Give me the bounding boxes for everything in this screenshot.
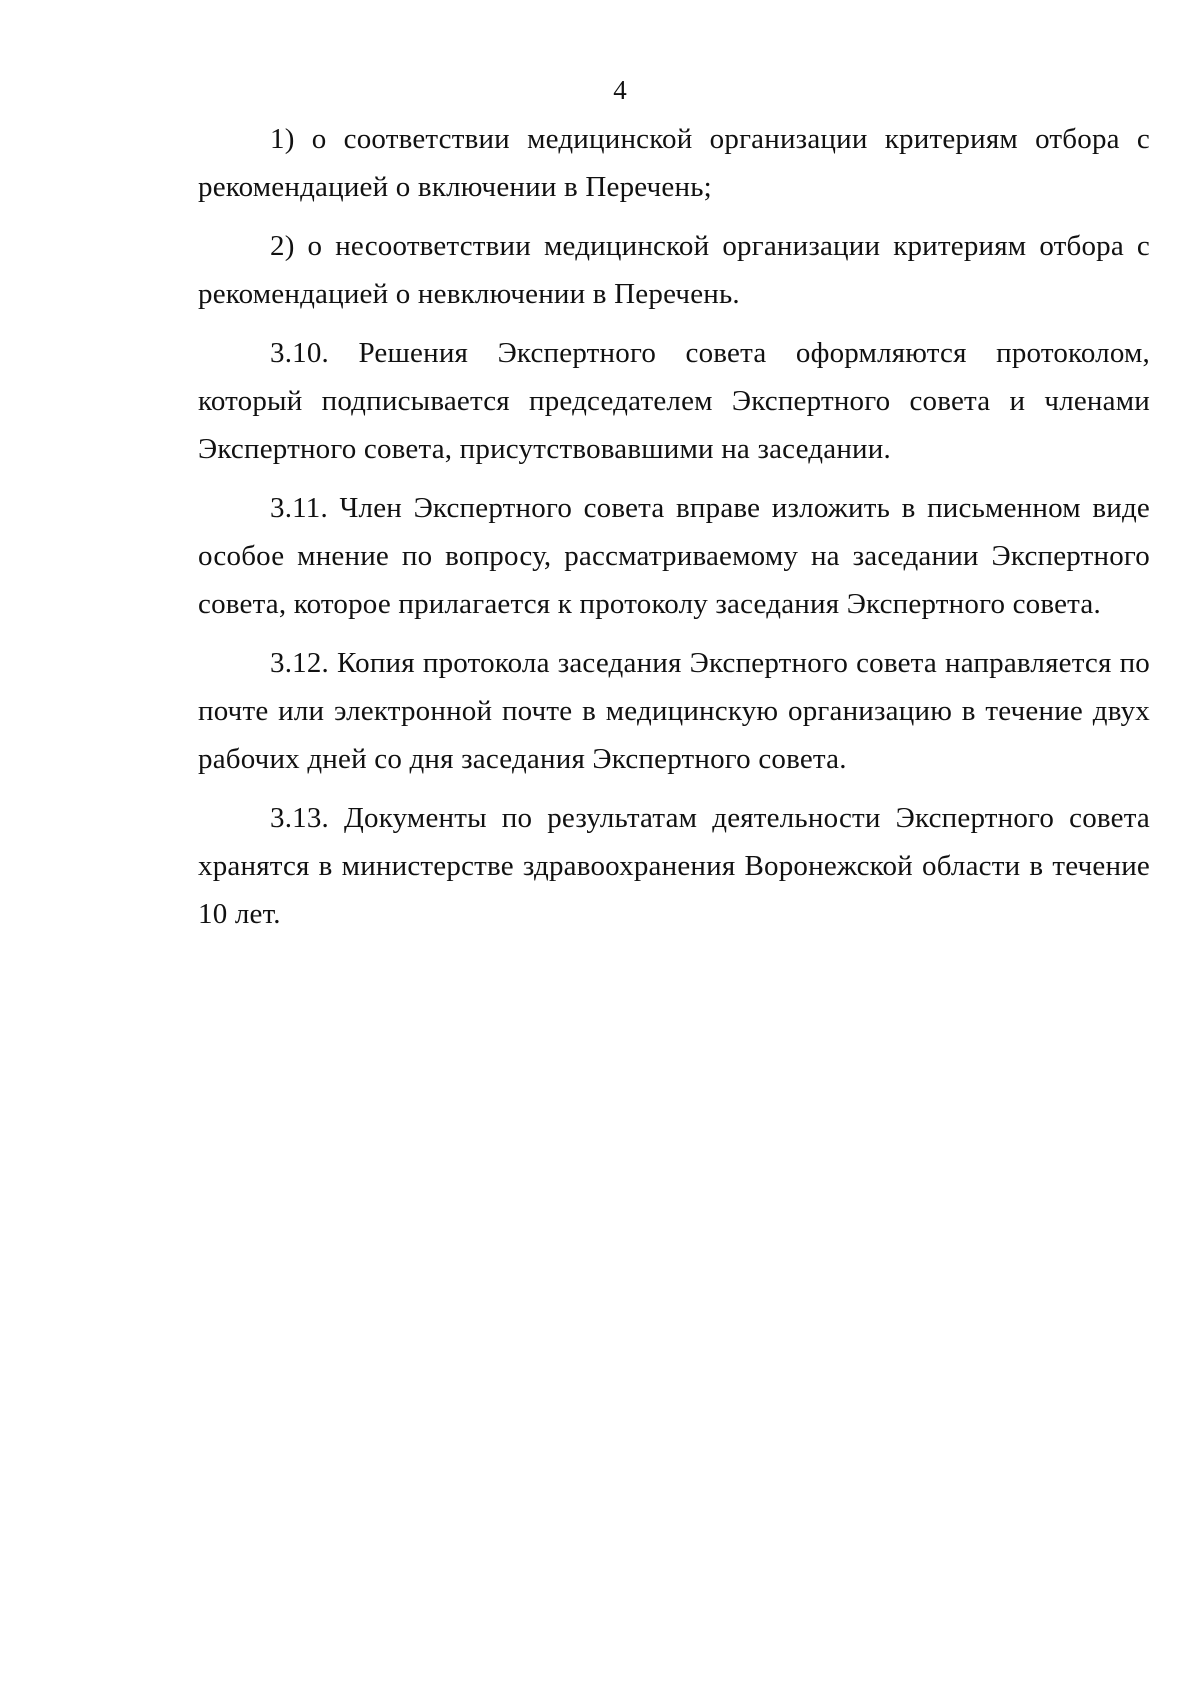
document-body — [198, 115, 1150, 949]
page-number: 4 — [613, 75, 627, 105]
paragraph-3-11: 3.11. Член Экспертного совета вправе изложить в письменном виде особое мнение по вопросу, рассматриваемому на заседании Экспертного совета, которое прилагается к протоколу заседания Экспертного совета. — [198, 492, 1150, 620]
paragraph-3-12: 3.12. Копия протокола заседания Экспертного совета направляется по почте или электронной почте в медицинскую организацию в течение двух рабочих дней со дня заседания Экспертного совета. — [198, 647, 1150, 775]
paragraph-item-2: 2) о несоответствии медицинской организации критериям отбора с рекомендацией о невключении в Перечень. — [198, 230, 1150, 310]
paragraph-3-13: 3.13. Документы по результатам деятельности Экспертного совета хранятся в министерстве здравоохранения Воронежской области в течение 10 лет. — [198, 802, 1150, 930]
paragraph-item-1: 1) о соответствии медицинской организации критериям отбора с рекомендацией о включении в Перечень; — [198, 123, 1150, 203]
paragraph-3-10: 3.10. Решения Экспертного совета оформляются протоколом, который подписывается председателем Экспертного совета и членами Экспертного совета, присутствовавшими на заседании. — [198, 337, 1150, 465]
